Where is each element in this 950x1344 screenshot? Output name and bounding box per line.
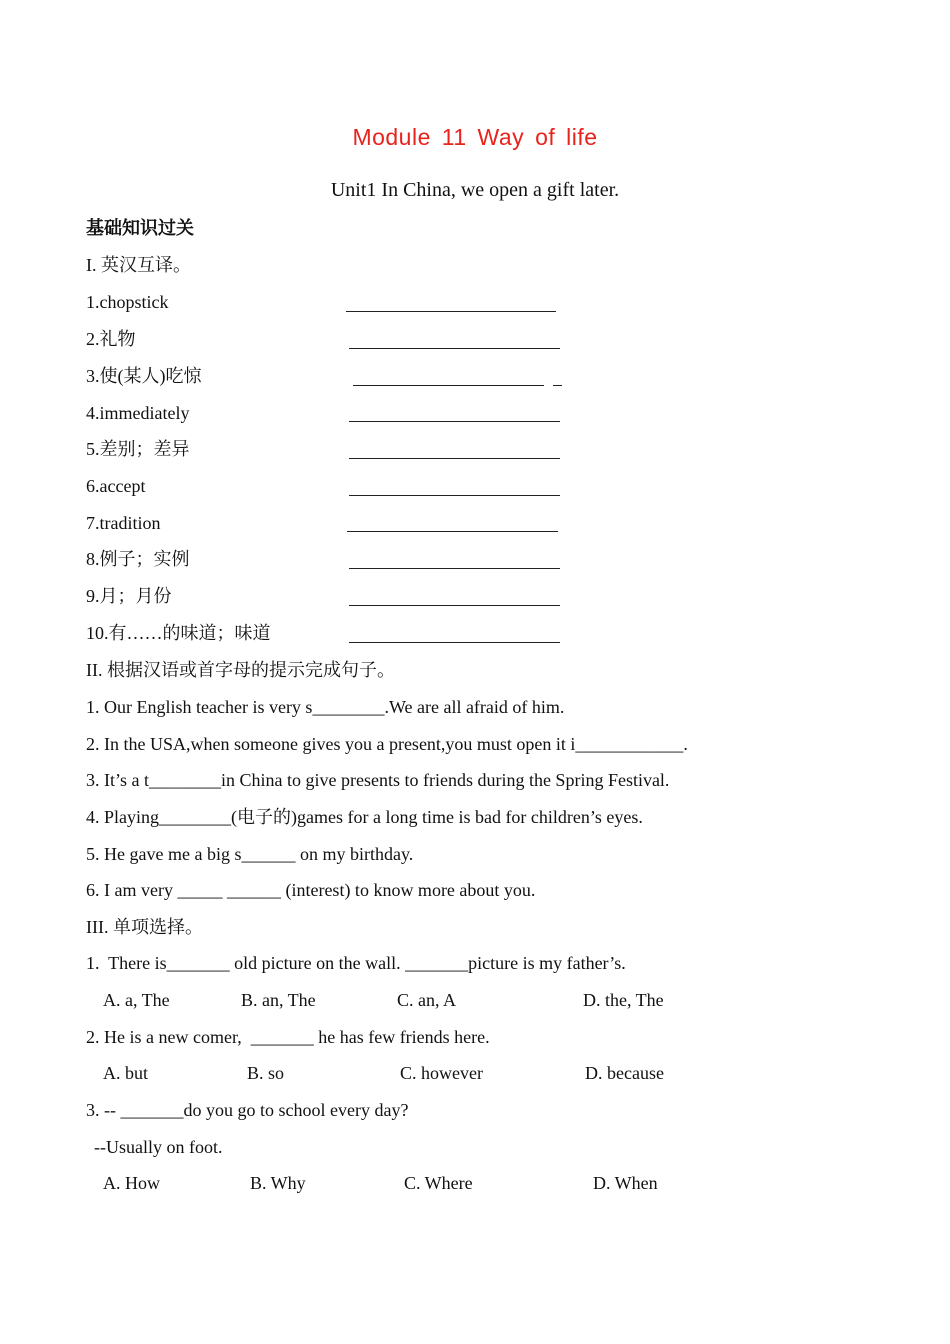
mcq-1-option-b[interactable]: B. an, The: [241, 990, 316, 1010]
answer-blank-7[interactable]: [347, 531, 558, 532]
vocab-item-1: 1.chopstick: [86, 292, 169, 312]
mcq-1-stem: 1. There is_______ old picture on the wall. _______picture is my father’s.: [86, 953, 626, 973]
vocab-item-3: 3.使(某人)吃惊: [86, 366, 202, 386]
basics-heading: 基础知识过关: [86, 218, 194, 239]
vocab-item-2: 2.礼物: [86, 329, 136, 349]
mcq-2-stem: 2. He is a new comer, _______ he has few friends here.: [86, 1027, 490, 1047]
mcq-2-option-c[interactable]: C. however: [400, 1063, 483, 1083]
sentence-item-6: 6. I am very _____ ______ (interest) to know more about you.: [86, 880, 536, 900]
answer-blank-5[interactable]: [349, 458, 560, 459]
answer-blank-6[interactable]: [349, 495, 560, 496]
mcq-3-stem: 3. -- _______do you go to school every day?: [86, 1100, 409, 1120]
mcq-3-option-c[interactable]: C. Where: [404, 1173, 473, 1193]
mcq-1-option-a[interactable]: A. a, The: [103, 990, 170, 1010]
mcq-2-option-d[interactable]: D. because: [585, 1063, 664, 1083]
answer-blank-9[interactable]: [349, 605, 560, 606]
answer-blank-1[interactable]: [346, 311, 556, 312]
mcq-3-option-d[interactable]: D. When: [593, 1173, 658, 1193]
vocab-item-8: 8.例子；实例: [86, 549, 190, 569]
mcq-2-option-b[interactable]: B. so: [247, 1063, 285, 1083]
mcq-1-option-d[interactable]: D. the, The: [583, 990, 664, 1010]
section1-heading: I. 英汉互译。: [86, 255, 191, 275]
vocab-item-9: 9.月；月份: [86, 586, 172, 606]
vocab-item-6: 6.accept: [86, 476, 146, 496]
answer-blank-10[interactable]: [349, 642, 560, 643]
vocab-item-5: 5.差别；差异: [86, 439, 190, 459]
vocab-item-4: 4.immediately: [86, 403, 190, 423]
section3-heading: III. 单项选择。: [86, 917, 203, 937]
sentence-item-5: 5. He gave me a big s______ on my birthday.: [86, 844, 414, 864]
answer-blank-3[interactable]: [353, 385, 544, 386]
mcq-3-option-a[interactable]: A. How: [103, 1173, 160, 1193]
mcq-1-option-c[interactable]: C. an, A: [397, 990, 457, 1010]
mcq-2-option-a[interactable]: A. but: [103, 1063, 148, 1083]
section2-heading: II. 根据汉语或首字母的提示完成句子。: [86, 660, 395, 680]
sentence-item-1: 1. Our English teacher is very s________.We are all afraid of him.: [86, 697, 565, 717]
mcq-3-answer-line: --Usually on foot.: [94, 1137, 223, 1157]
answer-blank-3-tail: [553, 385, 562, 386]
unit-subtitle: Unit1 In China, we open a gift later.: [330, 179, 620, 201]
sentence-item-4: 4. Playing________(电子的)games for a long time is bad for children’s eyes.: [86, 807, 643, 827]
sentence-item-2: 2. In the USA,when someone gives you a present,you must open it i____________.: [86, 734, 688, 754]
answer-blank-2[interactable]: [349, 348, 560, 349]
vocab-item-7: 7.tradition: [86, 513, 161, 533]
answer-blank-8[interactable]: [349, 568, 560, 569]
mcq-3-option-b[interactable]: B. Why: [250, 1173, 306, 1193]
answer-blank-4[interactable]: [349, 421, 560, 422]
vocab-item-10: 10.有……的味道；味道: [86, 623, 271, 643]
sentence-item-3: 3. It’s a t________in China to give presents to friends during the Spring Festival.: [86, 770, 670, 790]
page-title: Module 11 Way of life: [352, 124, 598, 150]
